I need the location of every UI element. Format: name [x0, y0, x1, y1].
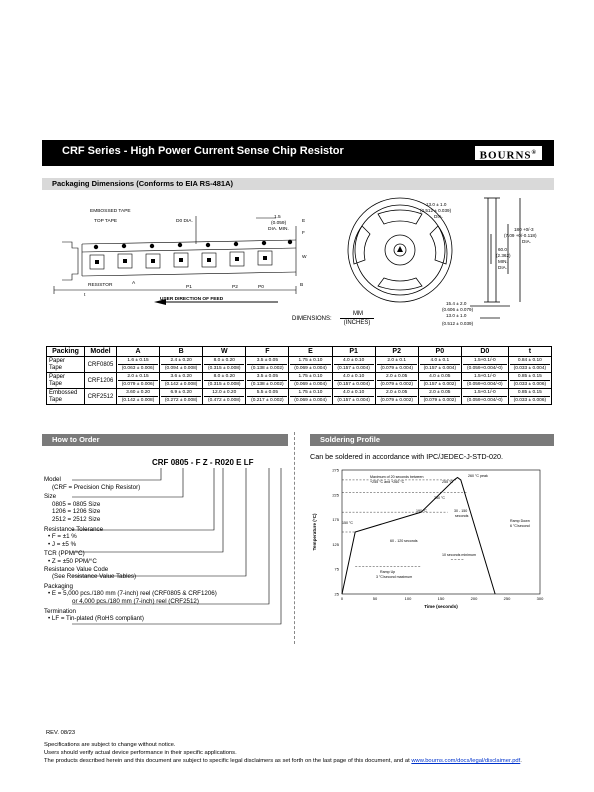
value-mm: 2.0 ± 0.05	[429, 390, 451, 395]
order-tcr-heading: TCR (PPM/°C)	[44, 550, 85, 558]
value-mm: 1.5+0.1/-0	[473, 390, 496, 395]
unit-divider	[340, 318, 374, 319]
value-inch: (0.157 ± 0.004)	[420, 364, 460, 372]
packaging-section-header	[42, 178, 554, 190]
packing-text: Tape	[49, 364, 63, 371]
footer-period: .	[520, 758, 522, 764]
chart-frame	[342, 470, 540, 594]
value-cell	[375, 389, 418, 405]
value-cell	[246, 373, 289, 389]
value-mm: 12.0 ± 0.20	[212, 390, 237, 395]
order-tcr-z: • Z = ±50 PPM/°C	[48, 557, 97, 565]
table-row	[47, 389, 552, 405]
value-cell	[508, 357, 551, 373]
feed-direction-label: USER DIRECTION OF FEED	[160, 297, 224, 302]
order-tolerance-f: • F = ±1 %	[48, 533, 77, 541]
footer-line-3	[44, 758, 522, 765]
value-mm: 8.0 ± 0.20	[213, 358, 235, 363]
unit-mm-label: MM	[353, 311, 363, 317]
pn-size: 0805	[170, 458, 189, 467]
value-inch: (0.094 ± 0.008)	[161, 364, 201, 372]
value-inch: (0.157 ± 0.004)	[334, 380, 374, 388]
x-axis-label: Time (seconds)	[424, 604, 458, 609]
value-inch: (0.472 ± 0.008)	[204, 396, 244, 404]
y-tick-label: 175	[332, 517, 339, 523]
footer-line-1: Specifications are subject to change without notice.	[44, 742, 176, 748]
col-packing: Packing	[47, 347, 85, 357]
x-tick-label: 150	[437, 596, 445, 601]
order-tolerance-j: • J = ±5 %	[48, 540, 77, 548]
value-inch: (0.157 ± 0.002)	[420, 380, 460, 388]
rampup-label-2: 3 °C/second maximum	[376, 575, 413, 579]
value-inch: (0.059+0.004/-0)	[463, 380, 507, 388]
value-mm: 0.84 ± 0.10	[517, 358, 542, 363]
column-divider	[294, 432, 295, 644]
profile-line	[342, 477, 495, 594]
value-cell	[332, 357, 375, 373]
reel-d60-dia-label: DIA.	[498, 265, 507, 270]
value-inch: (0.059+0.004/-0)	[463, 396, 507, 404]
packing-text: Tape	[49, 396, 63, 403]
y-tick-label: 225	[332, 492, 339, 498]
value-inch: (0.138 ± 0.002)	[247, 380, 287, 388]
value-cell	[117, 357, 160, 373]
col-p0: P0	[418, 347, 461, 357]
order-model-heading: Model	[44, 476, 61, 483]
order-value-heading: Resistance Value Code	[44, 565, 109, 573]
value-cell	[508, 389, 551, 405]
t190-label: 190 °C	[416, 509, 428, 513]
y-tick-label: 125	[332, 541, 339, 547]
order-termination-heading: Termination	[44, 607, 76, 615]
value-mm: 1.5+0.1/-0	[473, 374, 496, 379]
x-tick-label: 50	[372, 596, 378, 601]
order-size-2512: 2512 = 2512 Size	[52, 515, 101, 523]
col-f: F	[246, 347, 289, 357]
page-title: CRF Series - High Power Current Sense Chip Resistor	[62, 145, 344, 157]
embossed-tape-label: EMBOSSED TAPE	[90, 209, 131, 214]
soldering-chart	[310, 466, 554, 616]
packing-text: Paper	[49, 373, 66, 380]
value-mm: 3.6 ± 0.20	[170, 374, 192, 379]
pn-tolerance: F	[195, 458, 201, 467]
t230-label: 230 °C	[434, 496, 446, 500]
value-mm: 3.5 ± 0.05	[256, 374, 279, 379]
value-inch: (0.033 ± 0.004)	[510, 364, 550, 372]
pn-termination: LF	[243, 458, 254, 467]
value-inch: (0.138 ± 0.002)	[247, 364, 287, 372]
packing-text: Embossed	[49, 389, 78, 396]
y-tick-label: 25	[334, 591, 339, 597]
value-mm: 5.5 ± 0.05	[256, 390, 279, 395]
model-cell: CRF1206	[85, 373, 117, 389]
value-mm: 4.0 ± 0.10	[342, 390, 365, 395]
pn-dash-2: -	[209, 458, 213, 467]
value-inch: (0.142 ± 0.008)	[118, 396, 158, 404]
value-cell	[375, 357, 418, 373]
disclaimer-link[interactable]: www.bourns.com/docs/legal/disclaimer.pdf	[411, 758, 521, 764]
packaging-table	[46, 346, 552, 405]
value-mm: 3.60 ± 0.20	[126, 390, 151, 395]
soldering-text: Can be soldered in accordance with IPC/JEDEC-J-STD-020.	[310, 452, 503, 461]
max-note-2: +255 °C and +260 °C	[370, 480, 405, 484]
value-mm: 4.0 ± 0.05	[429, 374, 451, 379]
reel-d60-min-label: MIN.	[498, 259, 508, 264]
value-inch: (0.079 ± 0.006)	[118, 380, 158, 388]
value-mm: 2.0 ± 0.05	[386, 374, 408, 379]
revision: REV. 08/23	[46, 730, 76, 736]
value-inch: (0.315 ± 0.008)	[204, 364, 244, 372]
value-cell	[160, 389, 203, 405]
value-mm: 4.0 ± 0.10	[342, 374, 365, 379]
peak-label: 260 °C peak	[468, 474, 488, 478]
s60-label: 60 - 120 seconds	[390, 539, 418, 543]
value-cell	[203, 389, 246, 405]
value-inch: (0.157 ± 0.004)	[334, 364, 374, 372]
order-packaging-e: • E = 5,000 pcs./180 mm (7-inch) reel (CRF0805 & CRF1206)	[48, 590, 217, 598]
reel-d180-dia-label: DIA.	[522, 239, 531, 244]
s10-label: 10 seconds minimum	[442, 553, 476, 557]
packaging-section-title: Packaging Dimensions (Conforms to EIA RS-481A)	[52, 179, 234, 188]
reel-d13-dia-label: DIA.	[434, 214, 443, 219]
value-cell	[418, 373, 461, 389]
value-cell	[160, 357, 203, 373]
value-cell	[246, 357, 289, 373]
col-model: Model	[85, 347, 117, 357]
order-packaging-e-alt: or 4,000 pcs./180 mm (7-inch) reel (CRF2512)	[72, 597, 199, 605]
value-cell	[332, 373, 375, 389]
y-tick-label: 75	[334, 566, 339, 572]
col-b: B	[160, 347, 203, 357]
col-p2: P2	[375, 347, 418, 357]
x-tick-label: 100	[404, 596, 412, 601]
value-mm: 1.6 ± 0.15	[127, 358, 149, 363]
order-termination-lf: • LF = Tin-plated (RoHS compliant)	[48, 615, 144, 623]
y-tick-label: 275	[332, 467, 339, 473]
a-label: A	[132, 281, 136, 286]
col-w: W	[203, 347, 246, 357]
value-inch: (0.142 ± 0.008)	[161, 380, 201, 388]
p0-label: P0	[258, 285, 264, 290]
pn-packaging: E	[236, 458, 242, 467]
dwell-label-1: 30 - 150	[454, 509, 468, 513]
value-inch: (0.069 ± 0.004)	[290, 380, 330, 388]
col-a: A	[117, 347, 160, 357]
rampup-label-1: Ramp Up	[380, 570, 396, 574]
soldering-section-title: Soldering Profile	[320, 435, 381, 444]
table-row	[47, 373, 552, 389]
order-section-title: How to Order	[52, 435, 100, 444]
value-mm: 1.5+0.1/-0	[473, 358, 496, 363]
footer-disclaimer-text: The products described herein and this document are subject to specific legal disclaimers as set forth on the last page of this document, and at	[44, 758, 410, 764]
value-mm: 1.75 ± 0.10	[298, 390, 323, 395]
dim-1-5-label: 1.5	[274, 215, 281, 220]
rampdown-label-1: Ramp Down	[510, 519, 530, 523]
resistor-label: RESISTOR	[88, 283, 113, 288]
reel-d180-label: 180 +0/-3	[514, 227, 534, 232]
col-e: E	[289, 347, 332, 357]
value-mm: 2.0 ± 0.15	[127, 374, 149, 379]
value-inch: (0.033 ± 0.006)	[510, 396, 550, 404]
value-mm: 0.85 ± 0.15	[517, 390, 542, 395]
pn-model: CRF	[152, 458, 169, 467]
f-label: F	[302, 231, 305, 236]
pn-tcr: Z	[202, 458, 208, 467]
value-cell	[461, 357, 508, 373]
dim-1-5-in-label: (0.059)	[271, 221, 287, 226]
order-size-0805: 0805 = 0805 Size	[52, 500, 101, 508]
reel-w13-label: 13.0 ± 1.0	[446, 313, 467, 318]
value-cell	[203, 373, 246, 389]
value-inch: (0.069 ± 0.004)	[290, 396, 330, 404]
packing-cell	[47, 373, 85, 389]
value-inch: (0.272 ± 0.008)	[161, 396, 201, 404]
value-mm: 3.5 ± 0.05	[256, 358, 279, 363]
value-cell	[203, 357, 246, 373]
value-cell	[461, 373, 508, 389]
order-size-heading: Size	[44, 493, 57, 501]
reel-w13-in-label: (0.512 ± 0.039)	[442, 321, 474, 326]
reel-d13-in-label: (0.512 ± 0.039)	[420, 208, 452, 213]
tape-diagram	[46, 196, 306, 316]
x-tick-label: 200	[470, 596, 478, 601]
value-inch: (0.079 ± 0.002)	[377, 380, 417, 388]
packing-cell	[47, 389, 85, 405]
value-cell	[375, 373, 418, 389]
dimensions-label: DIMENSIONS:	[292, 316, 332, 322]
value-cell	[289, 357, 332, 373]
model-cell: CRF0805	[85, 357, 117, 373]
value-inch: (0.079 ± 0.002)	[377, 396, 417, 404]
value-mm: 4.0 ± 0.10	[342, 358, 365, 363]
value-cell	[246, 389, 289, 405]
reel-d60-label: 60.0	[498, 247, 507, 252]
value-mm: 1.75 ± 0.10	[298, 358, 323, 363]
w-label: W	[302, 255, 307, 260]
value-inch: (0.079 ± 0.004)	[377, 364, 417, 372]
soldering-section-header	[310, 434, 554, 446]
value-mm: 2.0 ± 0.05	[386, 390, 408, 395]
value-inch: (0.157 ± 0.004)	[334, 396, 374, 404]
x-tick-label: 0	[340, 596, 344, 601]
top-tape-label: TOP TAPE	[94, 219, 118, 224]
max-note-1: Maximum of 20 seconds between	[370, 475, 424, 479]
value-mm: 2.0 ± 0.1	[387, 358, 407, 363]
order-model-desc: (CRF = Precision Chip Resistor)	[52, 483, 141, 491]
value-inch: (0.315 ± 0.008)	[204, 380, 244, 388]
b-label: B	[300, 283, 304, 288]
value-inch: (0.217 ± 0.002)	[247, 396, 287, 404]
value-mm: 4.0 ± 0.1	[430, 358, 450, 363]
pn-dash-1: -	[190, 458, 194, 467]
reel-w154-in-label: (0.606 ± 0.079)	[442, 307, 474, 312]
t-label: t	[84, 293, 86, 298]
title-bar	[42, 140, 554, 166]
reel-d13-label: 13.0 ± 1.0	[426, 202, 447, 207]
y-axis-label: Temperature (°C)	[312, 513, 317, 551]
value-cell	[332, 389, 375, 405]
value-cell	[418, 389, 461, 405]
d0-dia-label: D0 DIA.	[176, 219, 193, 224]
x-tick-label: 250	[503, 596, 511, 601]
reel-d60-in-label: (2.362)	[496, 253, 511, 258]
order-tolerance-heading: Resistance Tolerance	[44, 525, 104, 533]
value-cell	[117, 373, 160, 389]
x-tick-label: 300	[536, 596, 544, 601]
order-packaging-heading: Packaging	[44, 582, 73, 590]
value-inch: (0.063 ± 0.006)	[118, 364, 158, 372]
value-cell	[418, 357, 461, 373]
value-cell	[461, 389, 508, 405]
value-mm: 8.0 ± 0.20	[213, 374, 235, 379]
order-size-1206: 1206 = 1206 Size	[52, 508, 101, 516]
e-label: E	[302, 219, 306, 224]
value-mm: 2.4 ± 0.20	[170, 358, 192, 363]
value-cell	[289, 373, 332, 389]
value-inch: (0.059+0.004/-0)	[463, 364, 507, 372]
value-mm: 6.9 ± 0.20	[170, 390, 192, 395]
value-cell	[117, 389, 160, 405]
col-t: t	[508, 347, 551, 357]
table-header-row	[47, 347, 552, 357]
reel-w154-label: 15.4 ± 2.0	[446, 301, 467, 306]
value-inch: (0.079 ± 0.002)	[420, 396, 460, 404]
unit-in-label: (INCHES)	[343, 320, 371, 326]
table-row	[47, 357, 552, 373]
packing-text: Paper	[49, 357, 66, 364]
value-mm: 1.75 ± 0.10	[298, 374, 323, 379]
p2-label: P2	[232, 285, 238, 290]
dwell-label-2: seconds	[455, 514, 469, 518]
value-mm: 0.85 ± 0.15	[517, 374, 542, 379]
footer-line-2: Users should verify actual device performance in their specific applications.	[44, 750, 237, 756]
pn-value: R020	[214, 458, 234, 467]
packing-text: Tape	[49, 380, 63, 387]
col-p1: P1	[332, 347, 375, 357]
bourns-logo: BOURNS®	[475, 146, 542, 160]
value-cell	[508, 373, 551, 389]
value-inch: (0.069 ± 0.004)	[290, 364, 330, 372]
dia-min-label: DIA. MIN.	[268, 227, 289, 232]
rampdown-label-2: 6 °C/second	[510, 524, 530, 528]
model-cell: CRF2512	[85, 389, 117, 405]
t150-label: 150 °C	[342, 521, 354, 525]
value-cell	[160, 373, 203, 389]
col-d0: D0	[461, 347, 508, 357]
reel-d180-in-label: (7.09 +0/-0.118)	[504, 233, 537, 238]
value-cell	[289, 389, 332, 405]
order-value-desc: (See Resistance Value Tables)	[52, 573, 137, 581]
value-inch: (0.033 ± 0.006)	[510, 380, 550, 388]
order-descriptions	[44, 476, 217, 623]
order-section-header	[42, 434, 288, 446]
packing-cell	[47, 357, 85, 373]
p1-label: P1	[186, 285, 192, 290]
t255-label: 255 °C	[442, 480, 454, 484]
